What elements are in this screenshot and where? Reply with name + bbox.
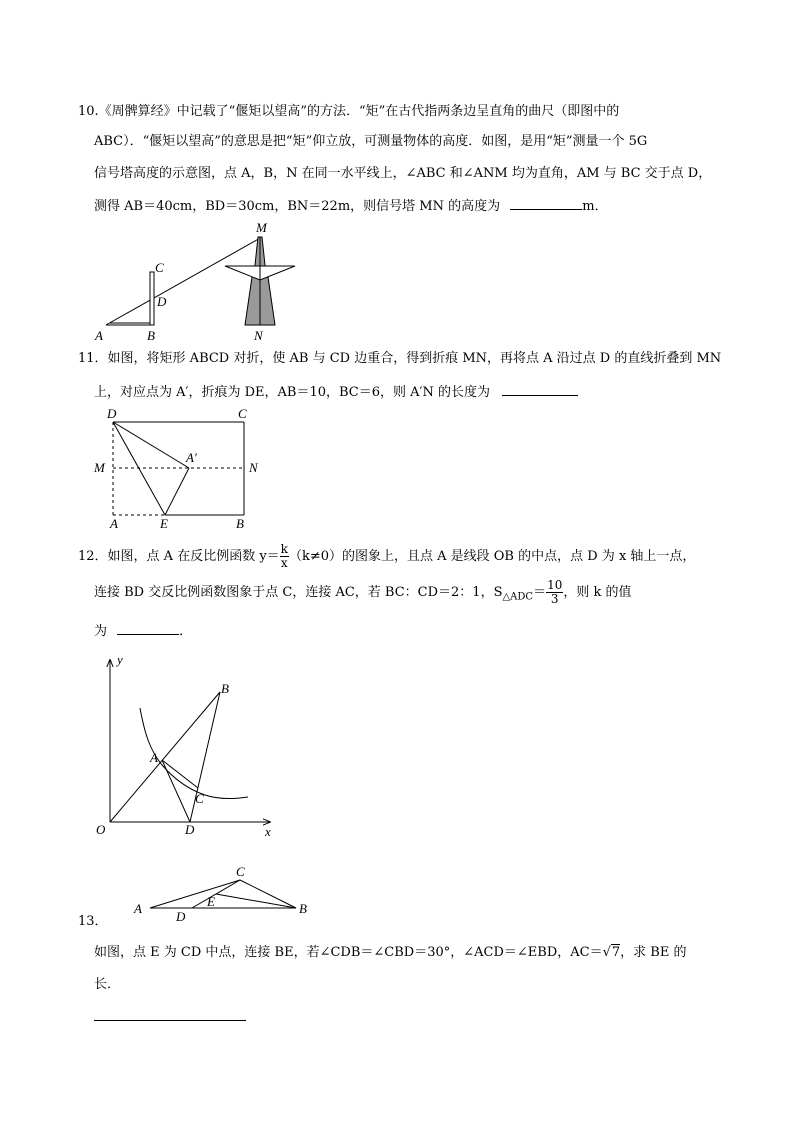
q11-label-e: E <box>160 516 168 531</box>
q12-frac-den: x <box>280 556 288 570</box>
q10-label-b: B <box>147 328 155 343</box>
q10-label-d: D <box>157 294 167 309</box>
q13-line2: 长． <box>94 977 121 992</box>
q13-segment-eb <box>216 894 296 908</box>
q11-label-c: C <box>238 406 247 421</box>
q13-sqrt-sign: √ <box>602 945 611 960</box>
q13-label-b: B <box>299 901 307 916</box>
q12-area-num: 10 <box>547 578 563 592</box>
q12-area-den: 3 <box>550 592 559 606</box>
q12-text-b: （k≠0）的图象上，且点 A 是线段 OB 的中点，点 D 为 x 轴上一点， <box>288 549 696 564</box>
q12-label-b: B <box>221 681 229 696</box>
q11-label-a: A <box>110 516 118 531</box>
q11-label-n: N <box>249 460 258 475</box>
q12-label-d: D <box>185 822 195 837</box>
q10-label-m: M <box>256 220 267 235</box>
q13-answer-line[interactable] <box>94 1020 246 1021</box>
q12-label-y: y <box>117 652 123 667</box>
q12-label-a: A <box>150 750 158 765</box>
q13-segment-cb <box>240 880 296 908</box>
q13-label-d: D <box>176 909 186 924</box>
q12-label-c: C <box>195 791 204 806</box>
q10-line3: 信号塔高度的示意图，点 A，B，N 在同一水平线上，∠ABC 和∠ANM 均为直角，AM 与 BC 交于点 D， <box>94 166 712 181</box>
q12-label-x: x <box>265 824 271 839</box>
q13-line1 <box>94 944 686 962</box>
q12-text-c: 连接 BD 交反比例函数图象于点 C，连接 AC，若 BC：CD＝2：1，S <box>94 585 503 600</box>
q10-label-c: C <box>155 260 164 275</box>
q11-label-a1: A′ <box>186 450 197 465</box>
q10-line2: ABC）．“偃矩以望高”的意思是把“矩”仰立放，可测量物体的高度．如图，是用“矩”测量一个 5G <box>94 134 648 149</box>
q13-text-a: 如图，点 E 为 CD 中点，连接 BE，若∠CDB＝∠CBD＝30°，∠ACD＝∠EBD，AC＝ <box>94 945 603 960</box>
q10-label-n: N <box>254 328 263 343</box>
q12-eq: ＝ <box>533 585 547 600</box>
q12-subscript: △ADC <box>502 591 534 603</box>
q13-text-b: ，求 BE 的 <box>620 945 687 960</box>
q11-label-b: B <box>236 516 244 531</box>
q12-frac-num: k <box>280 542 288 556</box>
q11-question-text: 上，对应点为 A′，折痕为 DE，AB＝10，BC＝6，则 A′N 的长度为 <box>94 385 490 400</box>
q13-label-a: A <box>134 901 142 916</box>
q11-label-m: M <box>94 460 105 475</box>
q12-text-d: ，则 k 的值 <box>563 585 632 600</box>
q13-label-c: C <box>236 864 245 879</box>
q12-text-e: 为 <box>94 624 108 639</box>
q12-period: ． <box>179 624 193 639</box>
q12-text-a: 12．如图，点 A 在反比例函数 y＝ <box>78 549 280 564</box>
q13-segment-ac <box>150 880 240 908</box>
q10-unit: m． <box>582 199 608 214</box>
q11-line1: 11．如图，将矩形 ABCD 对折，使 AB 与 CD 边重合，得到折痕 MN，再将点 A 沿过点 D 的直线折叠到 MN <box>78 351 722 366</box>
q11-label-d: D <box>107 406 117 421</box>
q10-label-a: A <box>95 328 103 343</box>
q13-sqrt-value: 7 <box>611 945 621 960</box>
q13-label-e: E <box>207 894 215 909</box>
q10-question-text: 测得 AB＝40cm，BD＝30cm，BN＝22m，则信号塔 MN 的高度为 <box>94 199 501 214</box>
q13-number: 13． <box>78 914 108 929</box>
q10-line1: 10.《周髀算经》中记载了“偃矩以望高”的方法．“矩”在古代指两条边呈直角的曲尺（即图中的 <box>78 104 620 119</box>
q12-label-o: O <box>96 822 106 837</box>
